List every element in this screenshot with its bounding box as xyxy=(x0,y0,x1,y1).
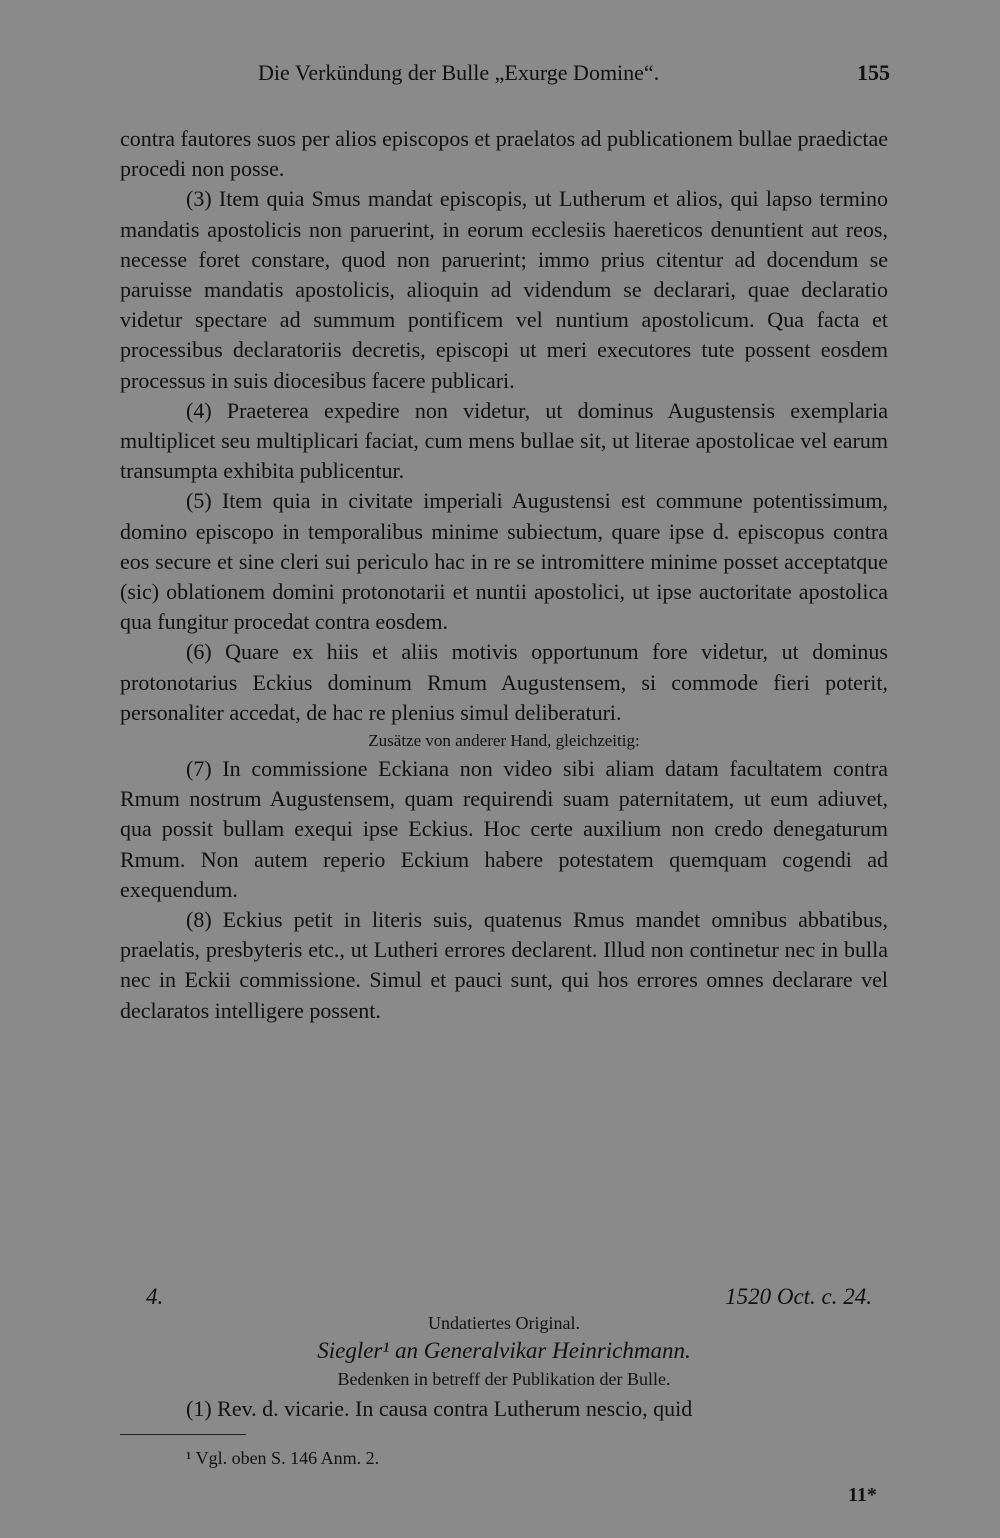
document-number: 4. xyxy=(146,1284,164,1309)
paragraph-3: (3) Item quia Smus mandat episcopis, ut Lutherum et alios, qui lapso termino mandatis apostolicis non paruerint, in eorum ecclesiis haereticos denuntient aut reos, necesse foret constare, quod non paruerint; immo prius citentur ad docendum se paruisse mandatis apostolicis, alioquin ad videndum se declarari, quae declaratio videtur spectare ad summum pontificem vel nuntium apostolicum. Qua facta et processibus declaratoriis decretis, episcopi ut meri executores tute possent eosdem processus in suis diocesibus facere publicari. xyxy=(120,186,888,393)
document-date: 1520 Oct. c. 24. xyxy=(725,1284,872,1309)
document-summary: Bedenken in betreff der Publikation der Bulle. xyxy=(337,1369,671,1389)
paragraph-4: (4) Praeterea expedire non videtur, ut dominus Augustensis exemplaria multiplicet seu multiplicari faciat, cum mens bullae sit, ut literae apostolicae vel earum transumpta exhibita publicentur. xyxy=(120,397,888,484)
paragraph-5: (5) Item quia in civitate imperiali Augustensi est commune potentissimum, domino episcopo in temporalibus minime subiectum, quare ipse d. episcopus contra eos secure et sine cleri sui periculo hac in re se intromittere minime posset acceptatque (sic) oblationem domini protonotarii et nuntii apostolici, ut ipse auctoritate apostolica qua fungitur procedat contra eosdem. xyxy=(120,488,888,635)
document-meta xyxy=(120,1310,888,1392)
footnote: ¹ Vgl. oben S. 146 Anm. 2. xyxy=(186,1448,380,1468)
document-heading-row xyxy=(146,1284,872,1310)
running-header xyxy=(258,60,890,86)
original-note: Undatiertes Original. xyxy=(428,1313,580,1333)
footnote-rule xyxy=(120,1434,246,1435)
document-first-line: (1) Rev. d. vicarie. In causa contra Lutherum nescio, quid xyxy=(186,1396,693,1421)
page-number: 155 xyxy=(857,60,890,85)
paragraph-8: (8) Eckius petit in literis suis, quatenus Rmus mandet omnibus abbatibus, praelatis, presbyteris etc., ut Lutheri errores declarent. Illud non continetur nec in bulla nec in Eckii commissione. Simul et pauci sunt, qui hos errores omnes declarare vel declaratos intelligere possent. xyxy=(120,907,888,1023)
document-title: Siegler¹ an Generalvikar Heinrichmann. xyxy=(317,1338,691,1363)
paragraph-7: (7) In commissione Eckiana non video sibi aliam datam facultatem contra Rmum nostrum Augustensem, quam requirendi suam paternitatem, ut eum adiuvet, qua possit bullam exequi ipse Eckius. Hoc certe auxilium non credo denegaturum Rmum. Non autem reperio Eckium habere potestatem quemquam cogendi ad exequendum. xyxy=(120,756,888,902)
paragraph-6: (6) Quare ex hiis et aliis motivis opportunum fore videtur, ut dominus protonotarius Eckius dominum Rmum Augustensem, si commode fieri poterit, personaliter accedat, de hac re plenius simul deliberaturi. xyxy=(120,639,888,725)
signature-mark: 11* xyxy=(848,1484,877,1506)
running-title: Die Verkündung der Bulle „Exurge Domine“. xyxy=(258,60,660,85)
main-text xyxy=(120,124,888,1026)
paragraph-continued: contra fautores suos per alios episcopos et praelatos ad publicationem bullae praedictae procedi non posse. xyxy=(120,126,888,182)
additions-note: Zusätze von anderer Hand, gleichzeitig: xyxy=(368,731,640,751)
